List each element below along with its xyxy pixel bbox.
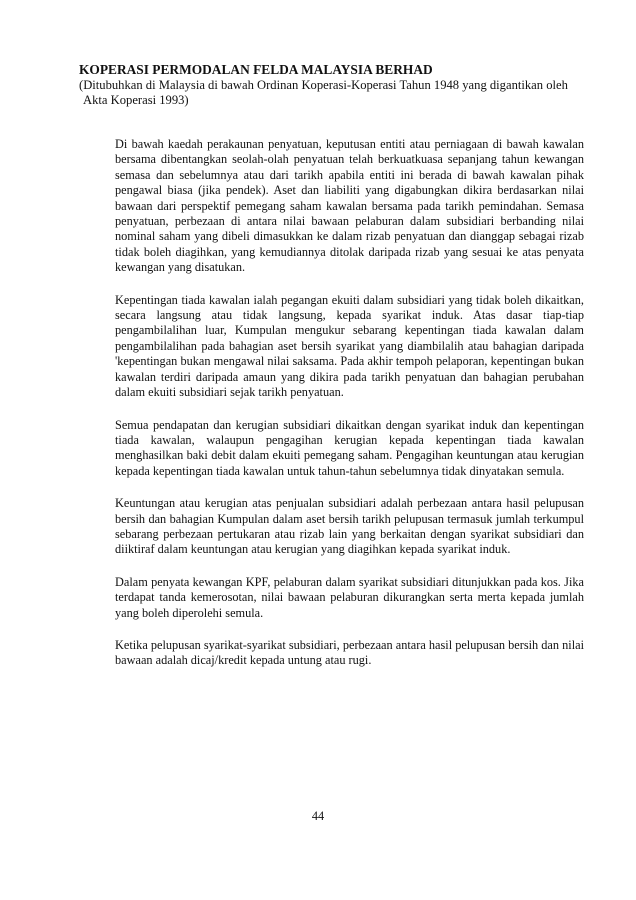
page-number: 44 — [311, 809, 325, 823]
paragraph-income-attribution: Semua pendapatan dan kerugian subsidiari dikaitkan dengan syarikat induk dan kepentingan tiada kawalan, walaupun pengagihan kerugian kepada kepentingan tiada kawalan menghasilkan baki debit dalam ekuiti pemegang saham. Pengagihan keuntungan atau kerugian kepada kepentingan tiada kawalan untuk tahun-tahun sebelumnya tidak dinyatakan semula. — [115, 417, 584, 478]
paragraph-disposal-difference: Ketika pelupusan syarikat-syarikat subsidiari, perbezaan antara hasil pelupusan bersih dan nilai bawaan adalah dicaj/kredit kepada untung atau rugi. — [115, 637, 584, 668]
organization-title: KOPERASI PERMODALAN FELDA MALAYSIA BERHAD — [79, 62, 433, 77]
incorporation-note — [79, 78, 599, 108]
document-header — [79, 61, 599, 108]
paragraph-non-controlling-interest: Kepentingan tiada kawalan ialah pegangan ekuiti dalam subsidiari yang tidak boleh dikaitkan, secara langsung atau tidak langsung, kepada syarikat induk. Atas dasar tiap-tiap pengambilalihan luar, Kumpulan mengukur sebarang kepentingan tiada kawalan dalam pengambilalihan pada bahagian aset bersih syarikat yang diambilalih atau bahagian daripada 'kepentingan bukan mengawal nilai saksama. Pada akhir tempoh pelaporan, kepentingan bukan kawalan terdiri daripada amaun yang dikira pada tarikh penyatuan dan bahagian perubahan dalam ekuiti subsidiari sejak tarikh penyatuan. — [115, 292, 584, 400]
paragraph-investment-at-cost: Dalam penyata kewangan KPF, pelaburan dalam syarikat subsidiari ditunjukkan pada kos. Jika terdapat tanda kemerosotan, nilai bawaan pelaburan dikurangkan serta merta kepada jumlah yang boleh diperolehi semula. — [115, 574, 584, 620]
document-body — [115, 137, 584, 686]
incorporation-note-line-2: Akta Koperasi 1993) — [83, 93, 189, 107]
incorporation-note-line-1: (Ditubuhkan di Malaysia di bawah Ordinan Koperasi-Koperasi Tahun 1948 yang digantikan oleh — [79, 78, 568, 92]
paragraph-consolidation-method: Di bawah kaedah perakaunan penyatuan, keputusan entiti atau perniagaan di bawah kawalan bersama dibentangkan seolah-olah penyatuan telah berkuatkuasa sepanjang tahun kewangan semasa dan sebelumnya atau dari tarikh apabila entiti ini berada di bawah kawalan pihak pengawal biasa (jika pendek). Aset dan liabiliti yang digabungkan dikira berdasarkan nilai bawaan dari perspektif pemegang saham kawalan bersama pada tarikh pemindahan. Semasa penyatuan, perbezaan di antara nilai bawaan pelaburan dalam subsidiari berbanding nilai nominal saham yang dibeli dimasukkan ke dalam rizab penyatuan dan dianggap sebagai rizab tidak boleh diagihkan, yang kemudiannya ditolak daripada rizab yang sesuai ke atas penyata kewangan yang disatukan. — [115, 137, 584, 275]
paragraph-disposal-gain-loss: Keuntungan atau kerugian atas penjualan subsidiari adalah perbezaan antara hasil pelupusan bersih dan bahagian Kumpulan dalam aset bersih tarikh pelupusan termasuk jumlah terkumpul sebarang perbezaan pertukaran atau rizab lain yang berkaitan dengan syarikat subsidiari dan diiktiraf dalam keuntungan atau kerugian yang diagihkan kepada syarikat induk. — [115, 496, 584, 557]
